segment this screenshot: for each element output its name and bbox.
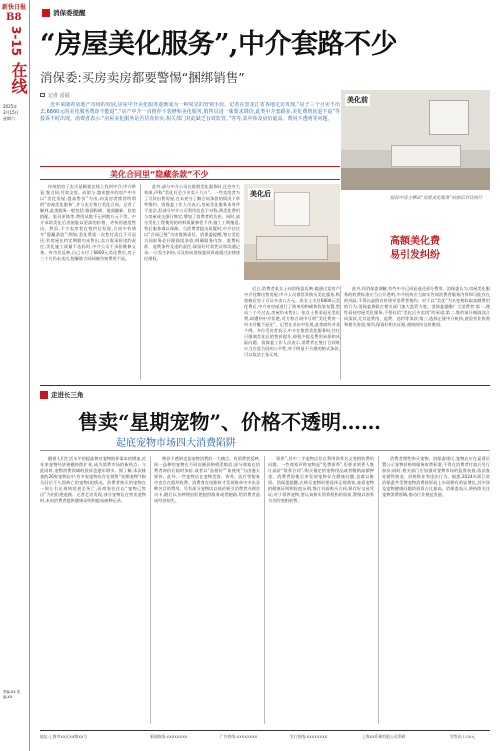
section-tag-marker [42,9,50,17]
column-name: 在线 [9,62,28,94]
b-col4: 消费者理性购买宠物。消保委建议,宠物店应在显著位置公示宠物价格和服务收费标准,不得在消费者付款后另行加价;同时,相关部门应加强对宠物市场的监督检查,依法查处销售病宠、价格欺诈等违法行为。据悉,2024年浙江省消保委共受理宠物消费投诉较上年同期有明显增长,其中涉及宠物健康问题的投诉占比最高。消保委表示,将持续关注宠物消费领域,推动行业规范发展。 [382,456,490,497]
col-divider [150,456,151,724]
photo-note: 投诉中房主晒出“房屋美化服务”的前后对比照片 [390,196,483,201]
subheadline: 消保委:买房卖房都要警惕“捆绑销售” [40,70,245,85]
section-tag [42,8,102,18]
headline-2: 售卖“星期宠物”、价格不透明…… [78,410,382,434]
article-col3: 近日,消费者张女士向消保委反映,她通过某房产中介挂牌出售房屋,中介人员推荐其购买美化服务,称装修后房子可以多卖八万元。张女士支付6800元美化费后,中介对房屋进行了简单的粉刷和软装布置,然而三个月过去,房屋仍未售出。张女士要求退还美化费,却遭到中介拒绝,对方称合同中写明“美化费用一经支付概不退还”。记者在采访中发现,此类纠纷并非个例。多位受访者表示,中介在推荐美化服务时,往往只强调美化后的售价提升,却很少提及费用承担和风险问题。消保委工作人员表示,消费者在签订合同时应当注意合同的公平性,对于明显不合理的格式条款,可以依法主张无效。 [244,286,340,357]
section1-col1: 传统的房子卖买是顾客在线上找到中介,中介带看,签合同,付款交房。而如今,越来越多的房产中介以“美化房屋,提高售价”为由,向卖房者推荐所谓的“房屋美化服务”,并与卖方签订美化合同。记者了解到,此类服务一般包括:墙面粉刷、地面翻新、软装搭配、家具更换等,费用从数千元到数万元不等。中介承诺美化后房屋能以更高的价格、更快的速度售出。然而,不少卖房者在签约后发现,合同中有诸多“隐藏条款”:例如,美化费需一次性付清且不可退还;若房屋在约定期限内未售出,卖方需承担违约责任;美化施工质量不达标时,中介公司不承担维修义务。有市民反映,自己支付了6800元美化费后,房子三个月仍未卖出,想解除合同却被告知费用不退。 [40,184,136,261]
footer-address: 地址:上海市XX区XX路XX号 [40,734,88,739]
section-divider [40,385,490,386]
sidebar-quote-line1: 高额美化费 [390,236,440,247]
b-col2: 物价不透明也是宠物消费的一大痛点。有消费者反映,同一品种的宠物在不同店铺价格相差数倍,部分商家在消费者询价后临时加价,或者以“品相好”“血统纯”为由漫天要价。此外,一些宠物店在宠物美容、寄养、医疗等服务中也存在隐形收费。消费者在结账时才发现账单中多出各种名目的费用。另有部分宠物店以低价吸引消费者办理会员卡,随后以各种理由拒绝提供服务或者跑路,给消费者造成经济损失。 [154,456,260,503]
col-divider [140,184,141,380]
issue-date: 3月15日 [3,110,19,115]
page-number: B8 [6,12,22,23]
col-divider [378,456,379,724]
photo-bed [391,145,461,167]
date-vertical: 3-15 [9,26,23,57]
sidebar-quote-line2: 易引发纠纷 [390,250,440,261]
footer-print: 上海XX印刷有限公司印刷 [362,734,406,739]
col-divider [340,286,341,380]
footer [40,734,490,744]
byline [40,92,70,99]
masthead [0,0,30,751]
col-divider [264,456,265,724]
headline2-rule [40,450,490,451]
b-col1: 随着人们生活水平的提高和对宠物陪伴需求的增加,近年来宠物经济规模持续扩张,成为消费市场的新热点。与此同时,宠物消费领域的投诉也逐年增多。据了解,本次排查的26家宠物店中,有多家宠物店存在销售“星期宠物”(指买回后不久即病亡的宠物)的情况。消费者购买的宠物在一周左右出现病症甚至死亡,而商家往往以“宠物已售出”为由拒绝退换。记者走访发现,部分宠物店在售卖宠物时,未向消费者提供健康证明和疫苗接种记录。 [40,456,146,503]
photo-before-label: 美化前 [347,96,368,104]
byline-icon [40,93,45,97]
section1-heading: 美化合同里“隐藏条款”不少 [110,170,209,179]
photo-before [341,90,490,190]
photo-after [244,184,340,280]
section1-col2: 此外,部分中介公司在推销美化服务时,还会夸大效果,声称“美化后至少多卖十几万”。一些卖房者为了尽快出售房屋,在未充分了解合同条款的情况下草率签约。消保委工作人员表示,房屋美化服务本身并不违法,但部分中介公司利用信息不对称,将美化费用与房屋成交强行绑定,增加了消费者的负担。同时,部分美化工程使用的材料质量参差不齐,施工工期拖延,售后服务难以保障。当消费者提出质疑时,中介往往以“合同已签”为由推卸责任。消保委提醒,签订美化合同前务必仔细阅读条款,明确服务内容、收费标准、退费条件及违约责任,保留好付款凭证和沟通记录,一旦发生纠纷,可及时向消保委投诉或通过法律途径维权。 [144,184,240,261]
footer-rule [40,730,490,731]
photo-after-bed [256,236,328,260]
editor-credit: 责编:XX 美编:XX [3,690,21,699]
subheadline-2: 起底宠物市场四大消费陷阱 [116,438,236,449]
issue-year: 2025年 [3,104,18,109]
section-tag-2 [40,390,100,400]
brand-logo: 新快日报 [2,4,27,11]
photo-after-floor [244,262,340,280]
issue-weekday: 星期六 [3,116,15,121]
section1-heading-bar [40,166,340,180]
headline: “房屋美化服务”,中介套路不少 [40,29,397,60]
photo-floor [341,168,490,190]
b-col3: 领养”,其中二手宠物店存在利用领养名义变相收费的问题。一些商家声称宠物是“免费领养”,但要求领养人签订高价“领养合同”,购买指定的宠物用品或者缴纳高额押金。消费者即使后来发现宠物存在健康问题,也难以维权。消保委提醒,在购买宠物时要选择正规商家,查看宠物的健康证明和检疫证明,签订书面购买合同,保存好交易凭证;对于领养宠物,要认真核实领养机构的资质,警惕以领养为名的变相收费。 [268,456,374,503]
photo-after-window [274,192,310,226]
byline-text: 记者 雷福 [48,93,70,99]
footer-ads: 广告热线:XXXXXXXX [220,734,258,739]
section-tag2-label: 走进长三角 [51,391,84,399]
footer-distribution: 发行热线:XXXXXXXX [290,734,328,739]
photo-after-label: 美化后 [250,190,271,198]
section-tag-label: 消保委提醒 [53,9,86,17]
section-tag2-marker [40,391,48,399]
footer-price: 零售价:1.00元 [450,734,475,739]
lead-paragraph: 近年来随着房地产市场的发展,房屋中介美化服务逐渐成为一种常见的营销手段。记者在黑龙江省各地走访发现,“房子三个月卖不出去,6800元的美化服务费却不能退”,“房产中介一直推荐不装修和美化服务,销售员进一味要求降价,此类中介套路多,美化费到底退不退”等投诉不时出现。消费者表示:“房屋美化服务是否货真价实,相关部门对此缺乏有效监管。”等等,其中涉及房价虚高、费用不透明等问题。 [40,102,340,123]
article-col4: 此外,经消保委调解,有些中介已同意退还部分费用。消保委认为,房屋美化服务的收费标准应当公开透明,中介机构应当如实告知消费者服务内容和可能存在的风险,不得以虚假宣传诱导消费者签约。对于以“美化”为名变相收取高额费用的行为,消保委将联合相关部门加大监管力度。消保委提醒广大消费者:第一,理性看待房屋美化服务,不要轻信“美化后多卖钱”的承诺;第二,签约前仔细阅读合同条款,尤其是费用、退费、违约等条款;第三,选择正规中介机构,查验营业执照和相关资质;第四,保留好相关证据,遇到纠纷及时维权。 [344,286,490,327]
photo-window [429,100,469,135]
footer-hotline: 新闻热线:XXXXXXXX [150,734,188,739]
